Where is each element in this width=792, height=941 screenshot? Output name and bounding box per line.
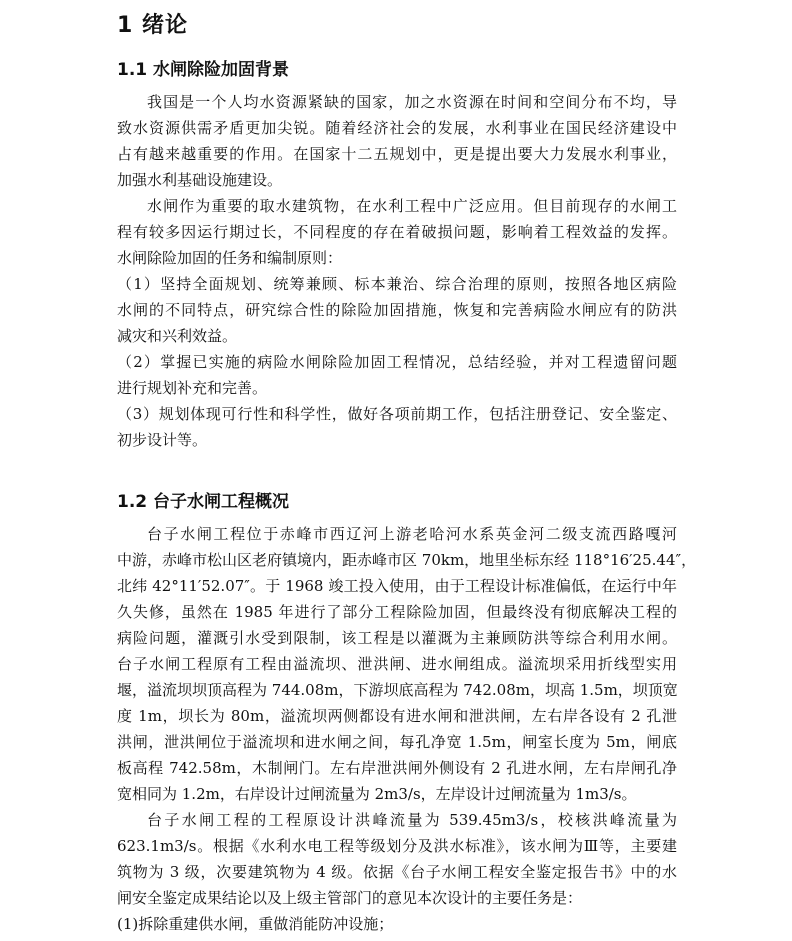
list-item-line: （3）规划体现可行性和科学性，做好各项前期工作，包括注册登记、安全鉴定、 bbox=[117, 405, 677, 423]
paragraph-line: 加强水利基础设施建设。 bbox=[117, 171, 283, 189]
paragraph-line: 北纬 42°11′52.07″。于 1968 竣工投入使用，由于工程设计标准偏低，在运行中年 bbox=[117, 577, 677, 595]
chapter-title: 1 绪论 bbox=[117, 13, 188, 38]
list-item-line: 初步设计等。 bbox=[117, 431, 208, 449]
paragraph-line: 堰，溢流坝坝顶高程为 744.08m，下游坝底高程为 742.08m，坝高 1.5m，坝顶宽 bbox=[117, 681, 678, 699]
paragraph-line: 板高程 742.58m，木制闸门。左右岸泄洪闸外侧设有 2 孔进水闸，左右岸闸孔净 bbox=[117, 759, 677, 777]
paragraph-line: 宽相同为 1.2m，右岸设计过闸流量为 2m3/s，左岸设计过闸流量为 1m3/s。 bbox=[117, 785, 637, 803]
list-item-line: 水闸的不同特点，研究综合性的除险加固措施，恢复和完善病险水闸应有的防洪 bbox=[117, 301, 677, 319]
list-item-line: 进行规划补充和完善。 bbox=[117, 379, 268, 397]
paragraph-line: 623.1m3/s。根据《水利水电工程等级划分及洪水标准》，该水闸为Ⅲ等，主要建 bbox=[117, 837, 677, 855]
paragraph-line: 水闸除险加固的任务和编制原则： bbox=[117, 249, 343, 267]
paragraph-line: 台子水闸工程的工程原设计洪峰流量为 539.45m3/s，校核洪峰流量为 bbox=[147, 811, 677, 829]
paragraph-line: 度 1m，坝长为 80m，溢流坝两侧都设有进水闸和泄洪闸，左右岸各设有 2 孔泄 bbox=[117, 707, 677, 725]
paragraph-line: 中游，赤峰市松山区老府镇境内，距赤峰市区 70km，地里坐标东经 118°16′25.44″， bbox=[117, 551, 697, 569]
list-item-line: （1）坚持全面规划、统筹兼顾、标本兼治、综合治理的原则，按照各地区病险 bbox=[117, 275, 677, 293]
section-title-1-1: 1.1 水闸除险加固背景 bbox=[117, 60, 290, 80]
paragraph-line: 程有较多因运行期过长，不同程度的存在着破损问题，影响着工程效益的发挥。 bbox=[117, 223, 677, 241]
paragraph-line: 闸安全鉴定成果结论以及上级主管部门的意见本次设计的主要任务是： bbox=[117, 889, 583, 907]
paragraph-line: 久失修，虽然在 1985 年进行了部分工程除险加固，但最终没有彻底解决工程的 bbox=[117, 603, 677, 621]
paragraph-line: 占有越来越重要的作用。在国家十二五规划中，更是提出要大力发展水利事业， bbox=[117, 145, 677, 163]
paragraph-line: 水闸作为重要的取水建筑物，在水利工程中广泛应用。但目前现存的水闸工 bbox=[147, 197, 677, 215]
paragraph-line: 台子水闸工程位于赤峰市西辽河上游老哈河水系英金河二级支流西路嘎河 bbox=[147, 525, 677, 543]
list-item-line: （2）掌握已实施的病险水闸除险加固工程情况，总结经验，并对工程遗留问题 bbox=[117, 353, 677, 371]
paragraph-line: 洪闸，泄洪闸位于溢流坝和进水闸之间，每孔净宽 1.5m，闸室长度为 5m，闸底 bbox=[117, 733, 677, 751]
paragraph-line: 病险问题，灌溉引水受到限制，该工程是以灌溉为主兼顾防洪等综合利用水闸。 bbox=[117, 629, 677, 647]
paragraph-line: 致水资源供需矛盾更加尖锐。随着经济社会的发展，水利事业在国民经济建设中 bbox=[117, 119, 677, 137]
section-title-1-2: 1.2 台子水闸工程概况 bbox=[117, 492, 290, 512]
list-item-line: 减灾和兴利效益。 bbox=[117, 327, 238, 345]
paragraph-line: 台子水闸工程原有工程由溢流坝、泄洪闸、进水闸组成。溢流坝采用折线型实用 bbox=[117, 655, 677, 673]
paragraph-line: 筑物为 3 级，次要建筑物为 4 级。依据《台子水闸工程安全鉴定报告书》中的水 bbox=[117, 863, 677, 881]
paragraph-line: 我国是一个人均水资源紧缺的国家，加之水资源在时间和空间分布不均，导 bbox=[147, 93, 677, 111]
list-item-line: (1)拆除重建供水闸，重做消能防冲设施； bbox=[117, 915, 394, 933]
